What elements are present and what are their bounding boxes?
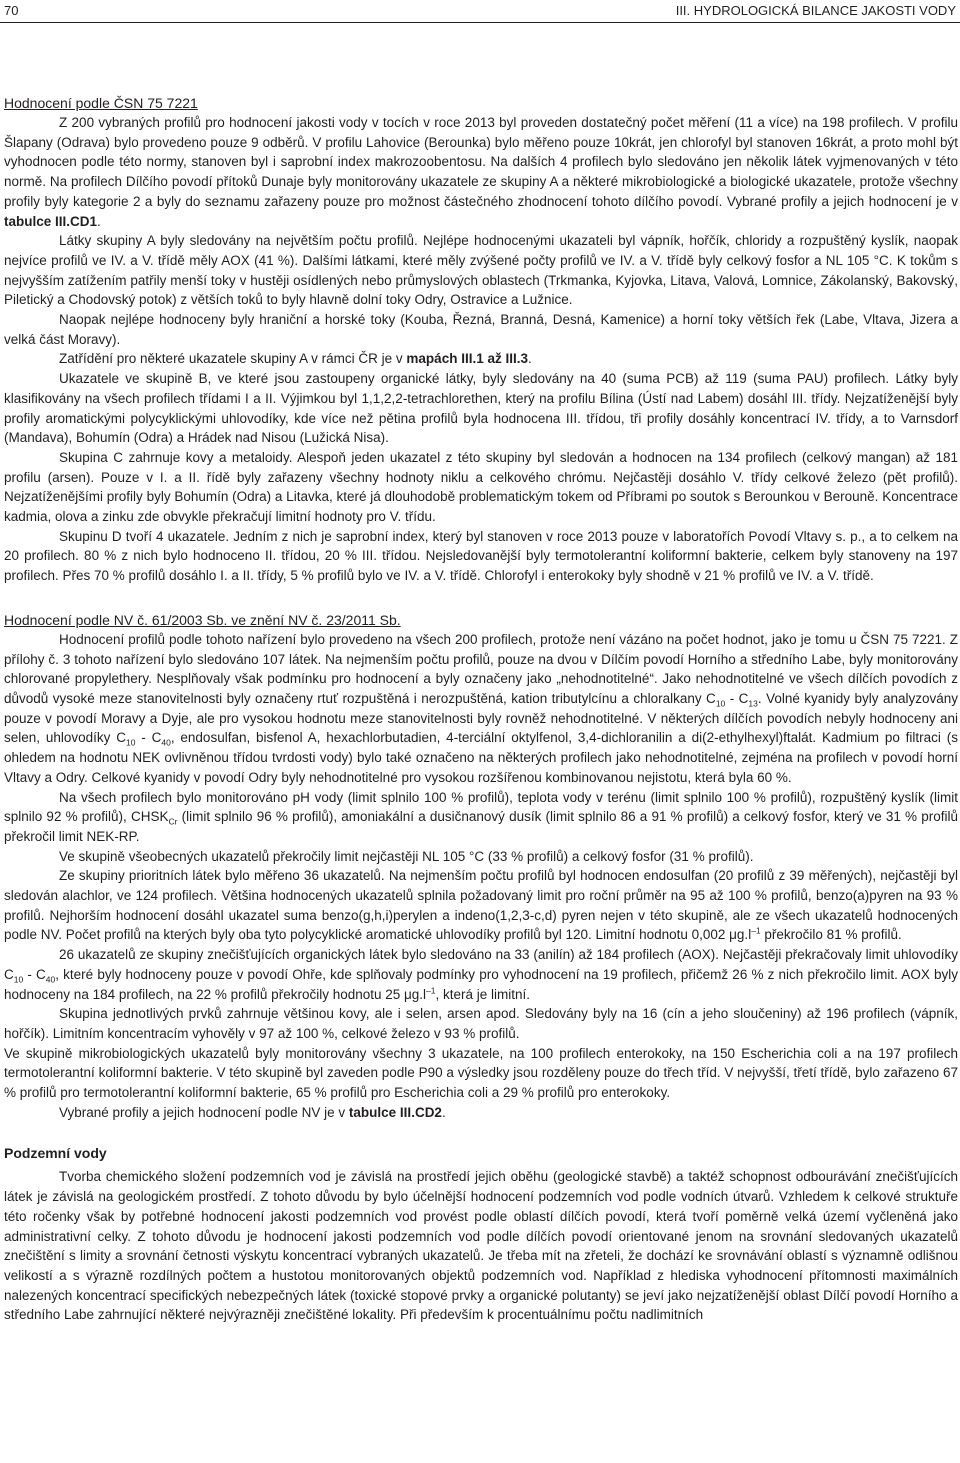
paragraph: Zatřídění pro některé ukazatele skupiny A v rámci ČR je v mapách III.1 až III.3. — [59, 351, 532, 367]
spacer — [4, 586, 958, 610]
header-rule — [0, 22, 960, 23]
page-content — [4, 93, 958, 1325]
chapter-title: III. HYDROLOGICKÁ BILANCE JAKOSTI VODY — [675, 3, 956, 18]
page-number: 70 — [4, 3, 19, 18]
paragraph: Ukazatele ve skupině B, ve které jsou zastoupeny organické látky, byly sledovány na 40 (suma PCB) až 119 (suma PAU) profilech. Látky byly klasifikovány na všech profilech třídami I a II. Výjimkou byl 1,1,2,2-tetrachlorethen, který na profilu Bílina (Ústí nad Labem) dosáhl III. třídy. Nejzatíženější byly profily aromatickými polycyklickými uhlovodíky, kde více než pětina profilů byla hodnocena III. třídou, tři profily dosáhly koncentrací IV. třídy, a to Varnsdorf (Mandava), Bohumín (Odra) a Hrádek nad Nisou (Lužická Nisa). — [4, 371, 958, 446]
paragraph: Na všech profilech bylo monitorováno pH vody (limit splnilo 100 % profilů), teplota vody v terénu (limit splnilo 100 % profilů), rozpuštěný kyslík (limit splnilo 92 % profilů), $CHSK_{Cr}$ (limit splnilo 96 % profilů), amoniakální a dusičnanový dusík (limit splnilo 86 a 91 % profilů) a celkový fosfor, který ve 31 % profilů překročil limit NEK-RP. — [4, 789, 958, 844]
paragraph: Ze skupiny prioritních látek bylo měřeno 36 ukazatelů. Na nejmenším počtu profilů byl hodnocen endosulfan (20 profilů z 39 měřených), nejčastěji byl sledován alachlor, ve 124 profilech. Většina hodnocených ukazatelů splnila požadovaný limit pro roční průměr na 95 až 100 % profilů, benzo(a)pyren na 93 % profilů. Nejhorším hodnocení dosáhl ukazatel suma benzo(g,h,i)perylen a indeno(1,2,3-c,d) pyren nejen v této skupině, ale ze všech ukazatelů hodnocených podle NV. Počet profilů na kterých byly oba tyto polycyklické aromatické uhlovodíky profilů byl 120. Limitní hodnotu 0,002 $\mu g.l^{-1}$ překročilo 81 % profilů. — [4, 868, 958, 943]
paragraph: Hodnocení profilů podle tohoto nařízení bylo provedeno na všech 200 profilech, protože není vázáno na počet hodnot, jako je tomu u ČSN 75 7221. Z přílohy č. 3 tohoto nařízení bylo sledováno 107 látek. Na nejmenším počtu profilů, pouze na dvou v Dílčím povodí Horního a středního Labe, byly monitorovány chlorované propylethery. Nesplňovaly však podmínku pro hodnocení a byly označeny jako „nehodnotitelné“. Jako nehodnotitelné ve všech dílčích povodích z důvodů vysoké meze stanovitelnosti byly označeny rtuť rozpuštěná i nerozpuštěná, kation tributylcínu a chloralkany $C_{10} - C_{13}$. Volné kyanidy byly analyzovány pouze v povodí Moravy a Dyje, ale pro vysokou hodnotu meze stanovitelnosti byly rovněž nehodnotitelné. V některých dílčích povodích nebyly hodnoceny ani selen, uhlovodíky $C_{10} - C_{40}$, endosulfan, bisfenol A, hexachlorbutadien, 4-terciální oktylfenol, 3,4-dichloranilin a di(2-ethylhexyl)ftalát. Kadmium po filtraci (s ohledem na hodnotu NEK ovlivněnou třídou tvrdosti vody) bylo také označeno na některých profilech jako nehodnotitelné, zejména na profilech v povodí horní Vltavy a Odry. Celkové kyanidy v povodí Odry byly nehodnotitelné pro vysokou rozšířenou kombinovanou nejistotu, která byla 60 %. — [4, 631, 958, 785]
paragraph: Ve skupině mikrobiologických ukazatelů byly monitorovány všechny 3 ukazatele, na 100 profilech enterokoky, na 150 Escherichia coli a na 197 profilech termotolerantní koliformní bakterie. V této skupině byl zaveden podle P90 a výsledky jsou rozděleny pouze do třech tříd. V nejvyšší, třetí třídě, bylo zařazeno 67 % profilů pro termotolerantní koliformní bakterie, 65 % profilů pro Escherichia coli a 29 % profilů pro enterokoky. — [4, 1045, 958, 1101]
running-header — [4, 0, 956, 22]
paragraph: Ve skupině všeobecných ukazatelů překročily limit nejčastěji NL 105 °C (33 % profilů) a celkový fosfor (31 % profilů). — [59, 848, 754, 864]
paragraph: 26 ukazatelů ze skupiny znečišťujících organických látek bylo sledováno na 33 (anilín) až 184 profilech (AOX). Nejčastěji překračovaly limit uhlovodíky $C_{10} - C_{40}$, které byly hodnoceny pouze v povodí Ohře, kde splňovaly podmínky pro vyhodnocení na 19 profilech, přičemž 26 % z nich překročilo limit. AOX byly hodnoceny na 184 profilech, na 22 % profilů překročily hodnotu 25 $\mu g.l^{-1}$, která je limitní. — [4, 947, 958, 1002]
spacer — [4, 1122, 958, 1143]
paragraph: Skupina jednotlivých prvků zahrnuje většinou kovy, ale i selen, arsen apod. Sledovány byly na 16 (cín a jeho sloučeniny) až 196 profilech (vápník, hořčík). Limitním koncentracím vyhověly v 97 až 100 %, celkové železo v 93 % profilů. — [4, 1006, 958, 1041]
table-reference: tabulce III.CD2 — [348, 1104, 442, 1120]
table-reference: tabulce III.CD1 — [4, 213, 98, 229]
paragraph: Skupina C zahrnuje kovy a metaloidy. Alespoň jeden ukazatel z této skupiny byl sledován a hodnocen na 134 profilech (celkový mangan) až 181 profilu (arsen). Pouze v I. a II. řídě byly zařazeny všechny hodnoty niklu a celkového chrómu. Nejčastěji dosáhlo V. třídy celkové železo (pět profilů). Nejzatíženějšími profily byly Bohumín (Odra) a Litavka, které já dlouhodobě problematickým tokem od Příbrami po soutok s Berounkou v Berouně. Koncentrace kadmia, olova a zinku zde obvykle překračují limitní hodnoty pro V. třídu. — [4, 449, 958, 525]
paragraph: Tvorba chemického složení podzemních vod je závislá na prostředí jejich oběhu (geologické stavbě) a taktéž schopnost odbourávání znečišťujících látek je závislá na geologickém prostředí. Z tohoto důvodu by bylo účelnější hodnocení podzemních vod podle vodních útvarů. Vzhledem k celkové struktuře této ročenky však by potřebné hodnocení jakosti podzemních vod provést podle oblastí dílčích povodí, která tvoří poměrně velká území vyčleněná jako administrativní celky. Z tohoto důvodu je hodnocení jakosti podzemních vod podle dílčích povodí orientované jenom na srovnání sledovaných ukazatelů znečištění s limity a srovnání četnosti výskytu koncentrací vybraných ukazatelů. Je třeba mít na zřeteli, že dochází ke srovnávání oblastí s významně odlišnou velikostí a s výrazně rozdílných počtem a hustotou monitorovaných objektů podzemních vod. Například z hlediska vyhodnocení přítomnosti maximálních nalezených koncentrací specifických nebezpečných látek (toxické stopové prvky a organické polutanty) se jeví jako nejzatíženější oblast Dílčí povodí Horního a středního Labe zahrnující některé nejvýrazněji znečištěné lokality. Při především k procentuálnímu počtu nadlimitních — [4, 1169, 958, 1323]
paragraph: Látky skupiny A byly sledovány na největším počtu profilů. Nejlépe hodnocenými ukazateli byl vápník, hořčík, chloridy a rozpuštěný kyslík, naopak nejvíce profilů ve IV. a V. třídě měly AOX (41 %). Dalšími látkami, které měly zvýšené počty profilů ve IV. a V. třídě byly celkový fosfor a NL 105 °C. K tokům s nejvyšším zatížením patřily menší toky v hustěji osídlených nebo průmyslových oblastech (Trkmanka, Kyjovka, Litava, Valová, Lomnice, Zákolanský, Bakovský, Piletický a Chodovský potok) z větších toků to byly hlavně dolní toky Odry, Ostravice a Lužnice. — [4, 233, 958, 308]
paragraph: Naopak nejlépe hodnoceny byly hraniční a horské toky (Kouba, Řezná, Branná, Desná, Kamenice) a horní toky větších řek (Labe, Vltava, Jizera a velká část Moravy). — [4, 312, 958, 347]
paragraph: Vybrané profily a jejich hodnocení podle NV je v tabulce III.CD2. — [59, 1104, 446, 1120]
map-reference: mapách III.1 až III.3 — [406, 351, 528, 367]
heading-groundwater: Podzemní vody — [4, 1145, 107, 1162]
heading-nv: Hodnocení podle NV č. 61/2003 Sb. ve znění NV č. 23/2011 Sb. — [4, 611, 401, 628]
paragraph: Skupinu D tvoří 4 ukazatele. Jedním z nich je saprobní index, který byl stanoven v roce 2013 pouze v laboratořích Povodí Vltavy s. p., a to celkem na 20 profilech. 80 % z nich bylo hodnoceno II. třídou, 20 % III. třídou. Nejsledovanější byly termotolerantní koliformní bakterie, celkem byly stanoveny na 197 profilech. Přes 70 % profilů dosáhlo I. a II. třídy, 5 % profilů bylo ve IV. a V. třídě. Chlorofyl i enterokoky byly shodně v 21 % profilů ve IV. a V. třídě. — [4, 528, 958, 584]
paragraph: Z 200 vybraných profilů pro hodnocení jakosti vody v tocích v roce 2013 byl proveden dostatečný počet měření (11 a více) na 198 profilech. V profilu Šlapany (Odrava) bylo provedeno pouze 9 odběrů. V profilu Lahovice (Berounka) bylo měřeno pouze 10krát, jen chlorofyl byl stanoven 16krát, a proto mohl být vyhodnocen podle této normy, stanoven byl i saprobní index makrozoobentosu. Na dalších 4 profilech bylo sledováno jen několik látek vyjmenovaných v této normě. Na profilech Dílčího povodí přítoků Dunaje byly monitorovány ukazatele ze skupiny A a některé mikrobiologické a biologické ukazatele, protože všechny profily byly kategorie 2 a byly do seznamu zařazeny pouze pro možnost částečného zhodnocení tohoto dílčího povodí. Vybrané profily a jejich hodnocení je v tabulce III.CD1. — [4, 115, 958, 229]
heading-csn: Hodnocení podle ČSN 75 7221 — [4, 95, 198, 111]
